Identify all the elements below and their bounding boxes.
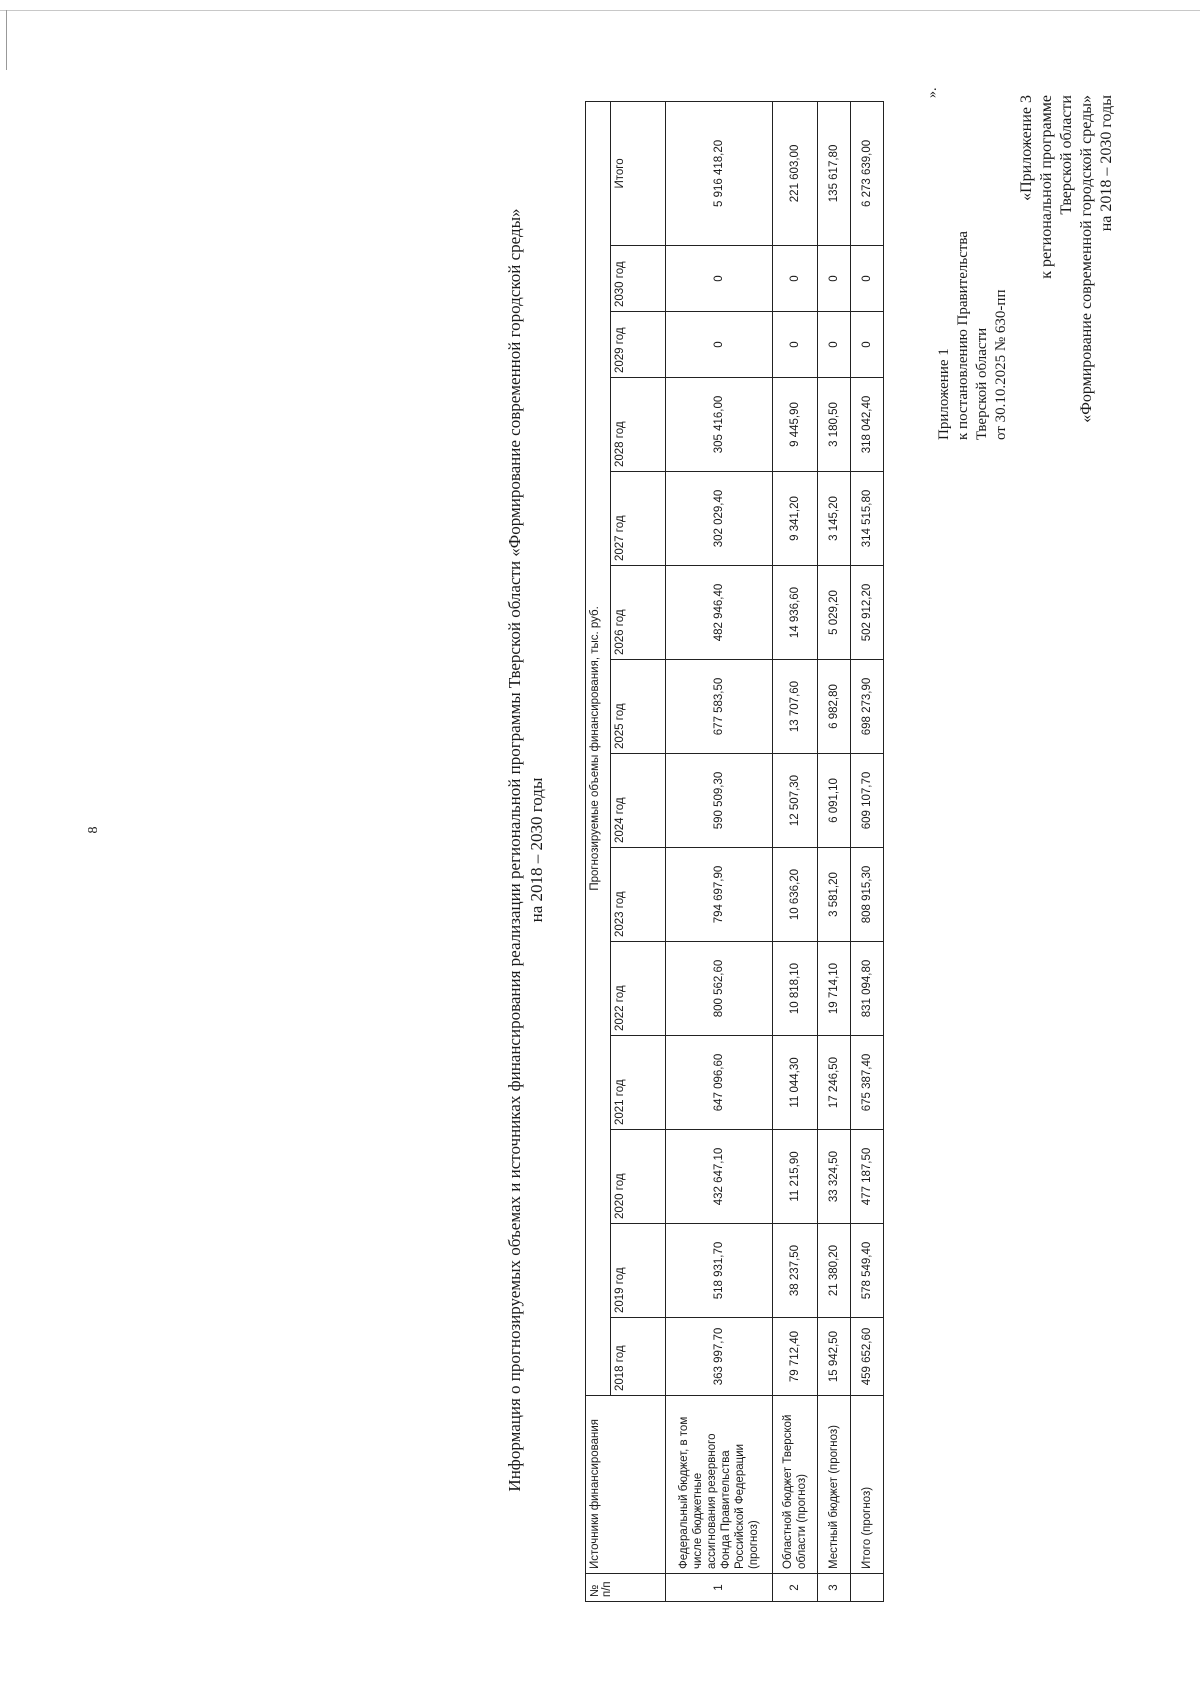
- cell-value: 3 145,20: [818, 472, 851, 566]
- closing-quote-mark: ».: [925, 87, 940, 98]
- cell-value: 9 341,20: [773, 472, 818, 566]
- cell-value: 0: [666, 312, 773, 378]
- cell-total: 135 617,80: [818, 101, 851, 245]
- cell-value: 318 042,40: [851, 378, 884, 472]
- cell-value: 5 029,20: [818, 566, 851, 660]
- cell-total: 6 273 639,00: [851, 101, 884, 245]
- header-source: Источники финансирования: [586, 1396, 666, 1574]
- cell-value: 432 647,10: [666, 1130, 773, 1224]
- cell-value: 6 982,80: [818, 660, 851, 754]
- row-source: Итого (прогноз): [851, 1396, 884, 1574]
- cell-value: 518 931,70: [666, 1224, 773, 1318]
- rotated-document-page: [40, 70, 1160, 1650]
- cell-value: 677 583,50: [666, 660, 773, 754]
- cell-value: 590 509,30: [666, 754, 773, 848]
- cell-value: 794 697,90: [666, 848, 773, 942]
- page-number: 8: [86, 826, 101, 834]
- scan-top-edge: [0, 0, 1200, 11]
- header-year: 2026 год: [611, 566, 666, 660]
- appendix-3-block: [1017, 95, 1117, 650]
- cell-value: 38 237,50: [773, 1224, 818, 1318]
- header-year: 2018 год: [611, 1318, 666, 1396]
- table-row: [773, 101, 818, 1601]
- table-row: [666, 101, 773, 1601]
- appendix-1-line: Приложение 1: [936, 348, 952, 440]
- cell-total: 5 916 418,20: [666, 101, 773, 245]
- cell-value: 477 187,50: [851, 1130, 884, 1224]
- cell-value: 647 096,60: [666, 1036, 773, 1130]
- header-forecast-group: Прогнозируемые объемы финансирования, тыс. руб.: [586, 101, 611, 1395]
- document-title-line-2: на 2018 – 2030 годы: [527, 777, 546, 923]
- header-total: Итого: [611, 101, 666, 245]
- appendix-3-line: на 2018 – 2030 годы: [1098, 95, 1115, 232]
- cell-value: 502 912,20: [851, 566, 884, 660]
- cell-value: 363 997,70: [666, 1318, 773, 1396]
- cell-value: 12 507,30: [773, 754, 818, 848]
- row-source: Федеральный бюджет, в том числе бюджетные ассигнования резервного Фонда Правительства Российской Федерации (прогноз): [666, 1396, 773, 1574]
- table-row: [818, 101, 851, 1601]
- cell-value: 0: [851, 312, 884, 378]
- cell-value: 33 324,50: [818, 1130, 851, 1224]
- cell-value: 0: [851, 246, 884, 312]
- cell-value: 609 107,70: [851, 754, 884, 848]
- header-year: 2028 год: [611, 378, 666, 472]
- appendix-1-line: к постановлению Правительства: [955, 231, 971, 440]
- header-num: № п/п: [586, 1574, 666, 1602]
- header-year: 2030 год: [611, 246, 666, 312]
- cell-value: 314 515,80: [851, 472, 884, 566]
- cell-value: 0: [818, 246, 851, 312]
- header-year: 2022 год: [611, 942, 666, 1036]
- cell-value: 0: [818, 312, 851, 378]
- cell-value: 578 549,40: [851, 1224, 884, 1318]
- cell-value: 14 936,60: [773, 566, 818, 660]
- header-year: 2023 год: [611, 848, 666, 942]
- document-title-line-1: Информация о прогнозируемых объемах и источниках финансирования реализации региональной программы Тверской области «Формирование современной городской среды»: [505, 208, 524, 1492]
- document-title: [504, 150, 548, 1550]
- cell-value: 10 818,10: [773, 942, 818, 1036]
- header-year: 2029 год: [611, 312, 666, 378]
- row-num: [851, 1574, 884, 1602]
- cell-value: 15 942,50: [818, 1318, 851, 1396]
- row-num: 3: [818, 1574, 851, 1602]
- appendix-1-block: [935, 231, 1011, 440]
- row-source: Местный бюджет (прогноз): [818, 1396, 851, 1574]
- financing-table: [585, 101, 884, 1602]
- header-year: 2020 год: [611, 1130, 666, 1224]
- cell-value: 9 445,90: [773, 378, 818, 472]
- cell-value: 0: [773, 246, 818, 312]
- header-year: 2019 год: [611, 1224, 666, 1318]
- appendix-1-line: Тверской области: [974, 327, 990, 440]
- appendix-3-line: к региональной программе: [1038, 95, 1055, 279]
- row-source: Областной бюджет Тверской области (прогноз): [773, 1396, 818, 1574]
- scan-left-mark: [6, 10, 7, 70]
- cell-value: 0: [666, 246, 773, 312]
- cell-value: 675 387,40: [851, 1036, 884, 1130]
- cell-value: 3 180,50: [818, 378, 851, 472]
- row-num: 2: [773, 1574, 818, 1602]
- cell-value: 13 707,60: [773, 660, 818, 754]
- cell-value: 482 946,40: [666, 566, 773, 660]
- cell-value: 0: [773, 312, 818, 378]
- header-year: 2021 год: [611, 1036, 666, 1130]
- header-year: 2025 год: [611, 660, 666, 754]
- cell-value: 10 636,20: [773, 848, 818, 942]
- appendix-1-line: от 30.10.2025 № 630-пп: [993, 289, 1009, 440]
- cell-value: 17 246,50: [818, 1036, 851, 1130]
- cell-value: 11 044,30: [773, 1036, 818, 1130]
- cell-value: 11 215,90: [773, 1130, 818, 1224]
- table-row: [851, 101, 884, 1601]
- cell-value: 19 714,10: [818, 942, 851, 1036]
- cell-value: 698 273,90: [851, 660, 884, 754]
- cell-value: 459 652,60: [851, 1318, 884, 1396]
- cell-value: 808 915,30: [851, 848, 884, 942]
- header-year: 2024 год: [611, 754, 666, 848]
- cell-value: 831 094,80: [851, 942, 884, 1036]
- cell-total: 221 603,00: [773, 101, 818, 245]
- appendix-3-line: «Формирование современной городской среды»: [1078, 95, 1095, 423]
- cell-value: 6 091,10: [818, 754, 851, 848]
- row-num: 1: [666, 1574, 773, 1602]
- header-year: 2027 год: [611, 472, 666, 566]
- cell-value: 79 712,40: [773, 1318, 818, 1396]
- cell-value: 800 562,60: [666, 942, 773, 1036]
- cell-value: 305 416,00: [666, 378, 773, 472]
- cell-value: 3 581,20: [818, 848, 851, 942]
- cell-value: 21 380,20: [818, 1224, 851, 1318]
- cell-value: 302 029,40: [666, 472, 773, 566]
- appendix-3-line: Тверской области: [1058, 95, 1075, 215]
- appendix-3-line: «Приложение 3: [1018, 95, 1035, 201]
